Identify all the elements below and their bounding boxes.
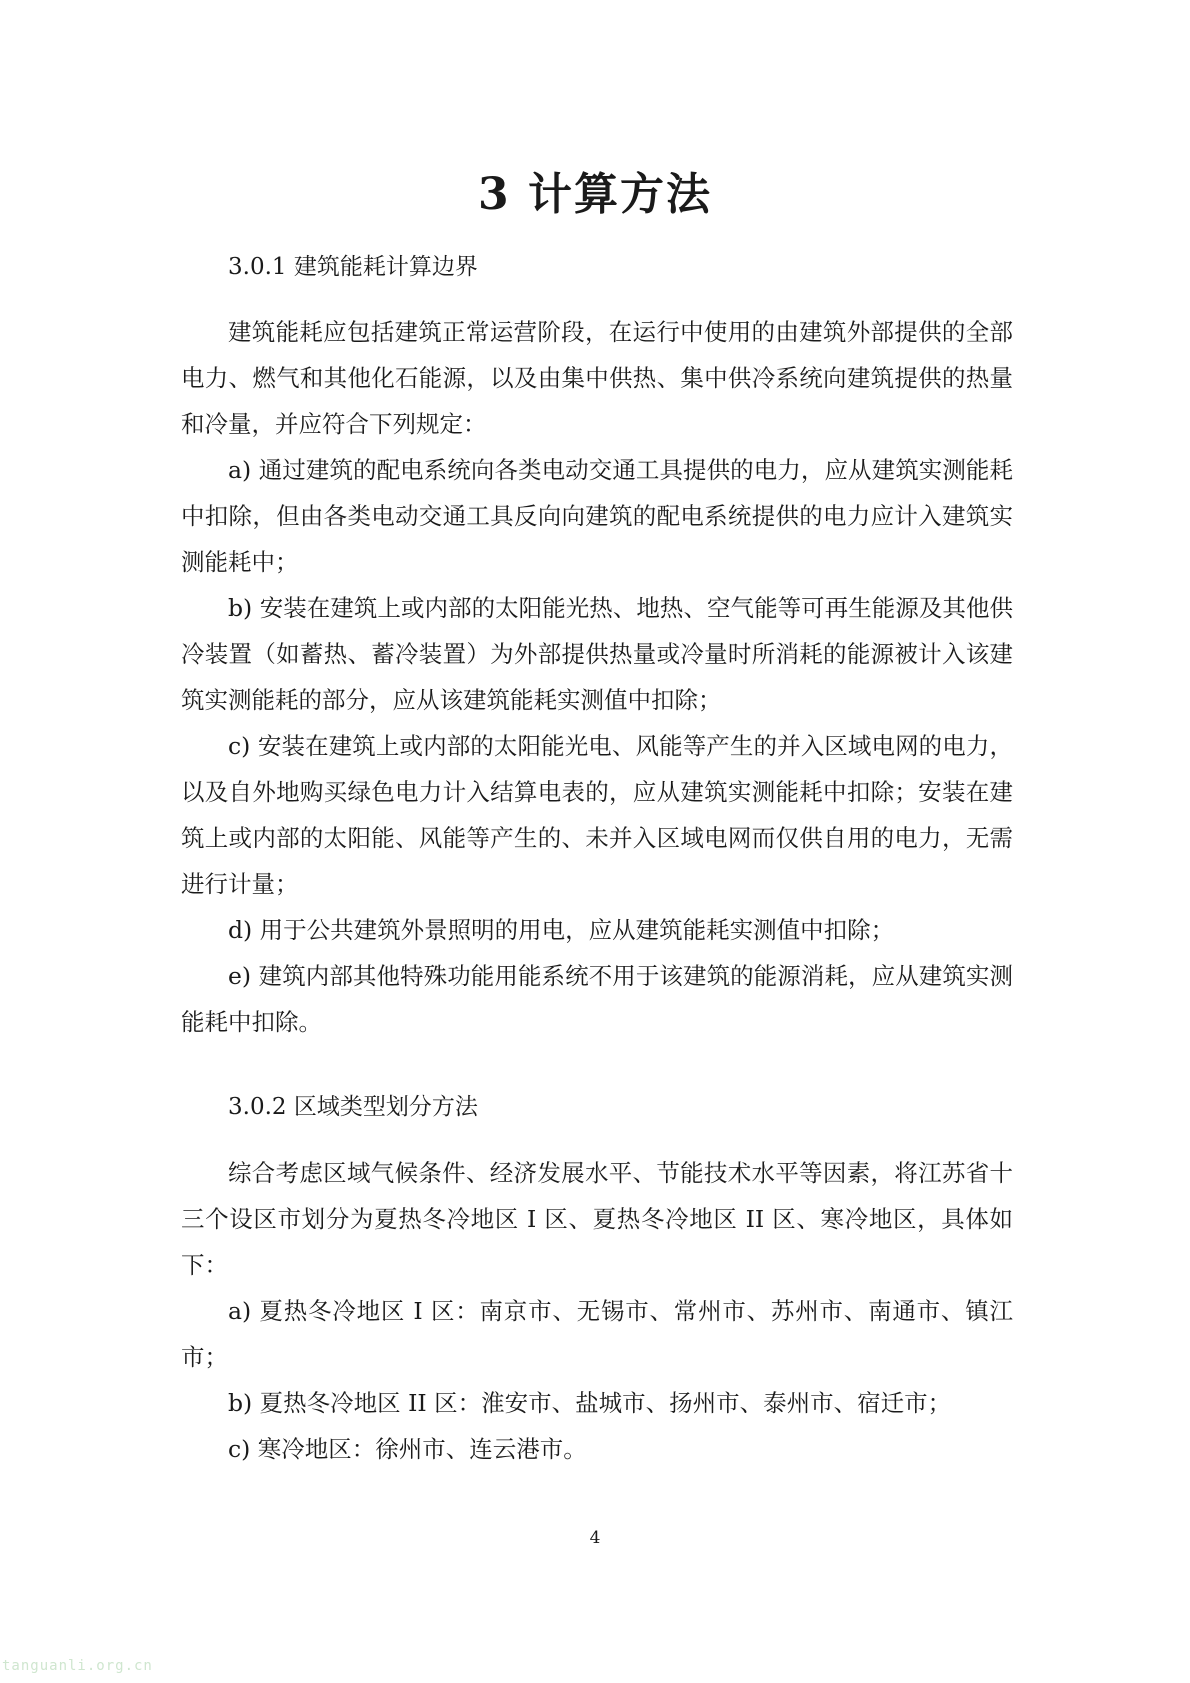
section-intro-paragraph: 建筑能耗应包括建筑正常运营阶段，在运行中使用的由建筑外部提供的全部电力、燃气和其他化石能源，以及由集中供热、集中供冷系统向建筑提供的热量和冷量，并应符合下列规定： [181,318,1013,438]
list-item: d) 用于公共建筑外景照明的用电，应从建筑能耗实测值中扣除； [228,916,895,944]
chapter-title: 3 计算方法 [478,169,712,220]
section-heading-3-0-1: 3.0.1 建筑能耗计算边界 [228,254,478,280]
section-body-3-0-2 [181,1150,1013,1472]
list-item: e) 建筑内部其他特殊功能用能系统不用于该建筑的能源消耗，应从建筑实测能耗中扣除。 [181,962,1013,1036]
section-body-3-0-1 [181,309,1013,1045]
section-intro-paragraph: 综合考虑区域气候条件、经济发展水平、节能技术水平等因素，将江苏省十三个设区市划分为夏热冬冷地区 I 区、夏热冬冷地区 II 区、寒冷地区，具体如下： [181,1159,1013,1279]
list-item: a) 通过建筑的配电系统向各类电动交通工具提供的电力，应从建筑实测能耗中扣除，但由各类电动交通工具反向向建筑的配电系统提供的电力应计入建筑实测能耗中； [181,456,1013,576]
section-heading-3-0-2: 3.0.2 区域类型划分方法 [228,1094,478,1120]
page-number: 4 [589,1528,601,1548]
watermark-text: tanguanli.org.cn [2,1658,153,1674]
list-item: a) 夏热冬冷地区 I 区：南京市、无锡市、常州市、苏州市、南通市、镇江市； [181,1297,1013,1371]
list-item: b) 安装在建筑上或内部的太阳能光热、地热、空气能等可再生能源及其他供冷装置（如蓄热、蓄冷装置）为外部提供热量或冷量时所消耗的能源被计入该建筑实测能耗的部分，应从该建筑能耗实测值中扣除； [181,594,1013,714]
list-item: c) 寒冷地区：徐州市、连云港市。 [228,1435,587,1463]
list-item: c) 安装在建筑上或内部的太阳能光电、风能等产生的并入区域电网的电力，以及自外地购买绿色电力计入结算电表的，应从建筑实测能耗中扣除；安装在建筑上或内部的太阳能、风能等产生的、未并入区域电网而仅供自用的电力，无需进行计量； [181,732,1013,898]
list-item: b) 夏热冬冷地区 II 区：淮安市、盐城市、扬州市、泰州市、宿迁市； [228,1389,952,1417]
